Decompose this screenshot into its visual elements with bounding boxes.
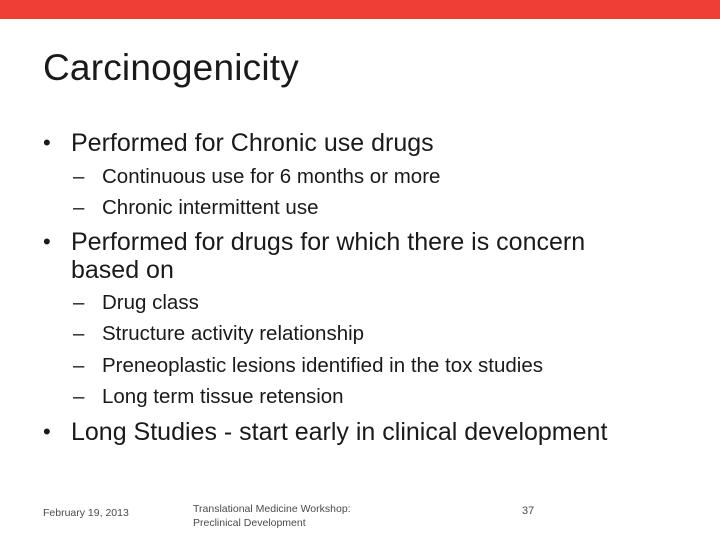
subitem-structure-activity: [73, 322, 364, 346]
dash-icon: –: [73, 354, 85, 377]
dash-icon: –: [73, 322, 85, 345]
footer-date: February 19, 2013: [43, 507, 129, 519]
subitem-tissue-retension: [73, 385, 344, 409]
bullet-chronic-use: [43, 129, 434, 157]
subitem-drug-class: [73, 291, 199, 315]
subitem-preneoplastic-lesions: [73, 354, 543, 378]
subitem-text: Chronic intermittent use: [102, 196, 319, 219]
subitem-text: Preneoplastic lesions identified in the tox studies: [102, 354, 544, 377]
subitem-continuous-use: [73, 165, 440, 189]
footer-workshop: Translational Medicine Workshop: Preclinical Development: [193, 503, 351, 529]
subitem-text: Structure activity relationship: [102, 322, 365, 345]
bullet-concern: [43, 228, 585, 284]
bullet-dot-icon: •: [43, 229, 51, 254]
dash-icon: –: [73, 196, 85, 219]
subitem-text: Continuous use for 6 months or more: [102, 165, 441, 188]
page-number: 37: [522, 505, 535, 517]
bullet-long-studies: [43, 418, 607, 446]
dash-icon: –: [73, 165, 85, 188]
bullet-dot-icon: •: [43, 419, 51, 444]
bullet-text: Performed for drugs for which there is concern based on: [71, 228, 586, 284]
bullet-text: Performed for Chronic use drugs: [71, 129, 434, 157]
subitem-text: Drug class: [102, 291, 199, 314]
subitem-intermittent-use: [73, 196, 318, 220]
bullet-dot-icon: •: [43, 130, 51, 155]
subitem-text: Long term tissue retension: [102, 385, 344, 408]
slide-title: Carcinogenicity: [43, 47, 299, 88]
dash-icon: –: [73, 385, 85, 408]
bullet-text: Long Studies - start early in clinical development: [71, 418, 608, 446]
dash-icon: –: [73, 291, 85, 314]
